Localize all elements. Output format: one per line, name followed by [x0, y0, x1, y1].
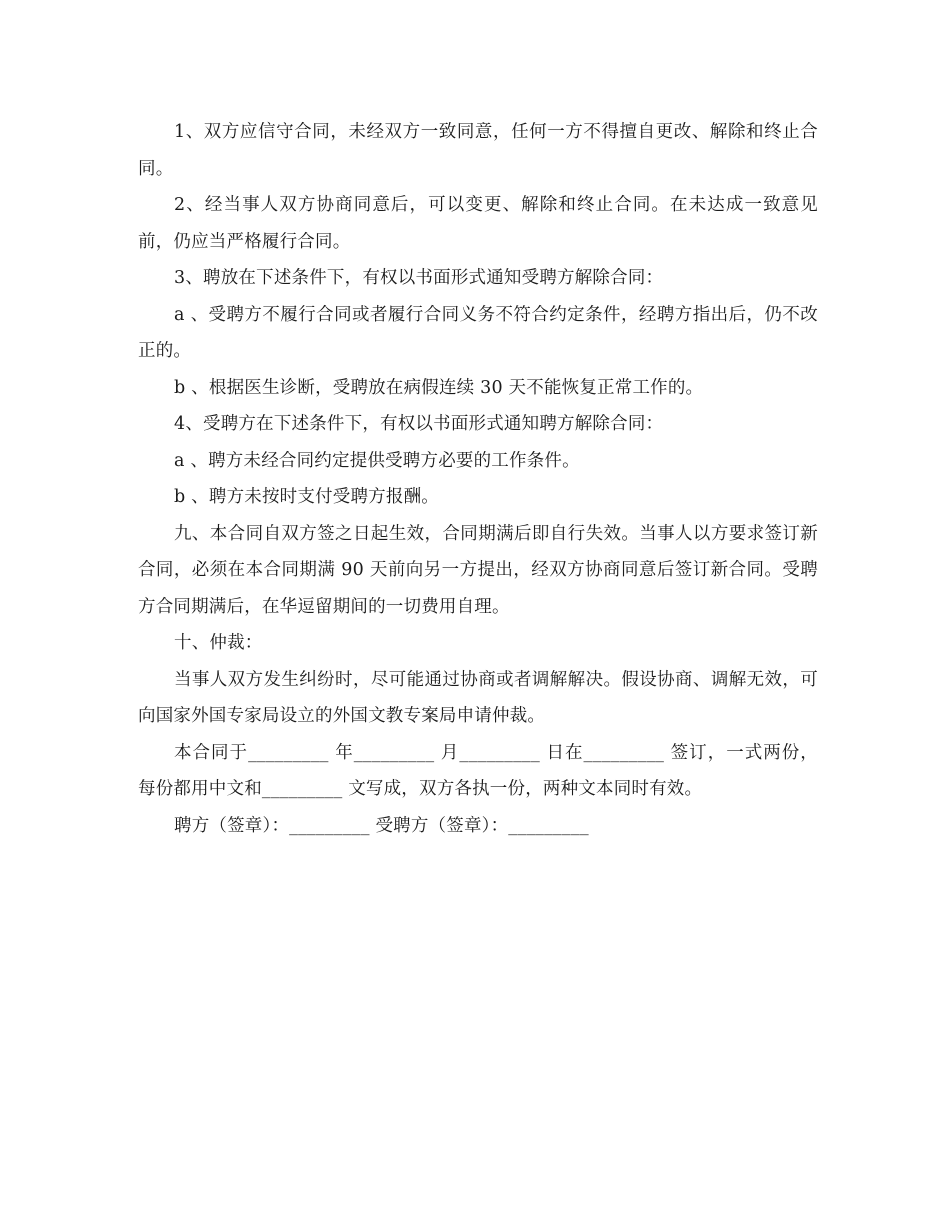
article-10-heading: 十、仲裁：: [174, 633, 263, 653]
arbitration-text: 当事人双方发生纠纷时，尽可能通过协商或者调解解决。假设协商、调解无效，可向国家外国专家局设立的外国文教专案局申请仲裁。: [138, 669, 818, 726]
clause-1: 1、双方应信守合同，未经双方一致同意，任何一方不得擅自更改、解除和终止合同。: [138, 122, 818, 179]
signature-line: 聘方（签章）：_________ 受聘方（签章）：_________: [174, 815, 589, 836]
clause-3: 3、聘放在下述条件下，有权以书面形式通知受聘方解除合同：: [174, 268, 664, 288]
clause-4a: a 、聘方未经合同约定提供受聘方必要的工作条件。: [174, 450, 580, 471]
clause-3b: b 、根据医生诊断，受聘放在病假连续 30 天不能恢复正常工作的。: [174, 377, 704, 398]
signing-statement: 本合同于_________ 年_________ 月_________ 日在_________ 签订，一式两份，每份都用中文和_________ 文写成，双方各执一份，两种文本同时有效。: [138, 742, 818, 799]
clause-2: 2、经当事人双方协商同意后，可以变更、解除和终止合同。在未达成一致意见前，仍应当严格履行合同。: [138, 195, 818, 252]
document-body: [138, 114, 818, 844]
clause-4b: b 、聘方未按时支付受聘方报酬。: [174, 487, 439, 507]
clause-3a: a 、受聘方不履行合同或者履行合同义务不符合约定条件，经聘方指出后，仍不改正的。: [138, 304, 818, 361]
clause-4: 4、受聘方在下述条件下，有权以书面形式通知聘方解除合同：: [174, 414, 664, 434]
article-9: 九、本合同自双方签之日起生效，合同期满后即自行失效。当事人以方要求签订新合同，必须在本合同期满 90 天前向另一方提出，经双方协商同意后签订新合同。受聘方合同期满后，在华逗留期间的一切费用自理。: [138, 523, 818, 617]
